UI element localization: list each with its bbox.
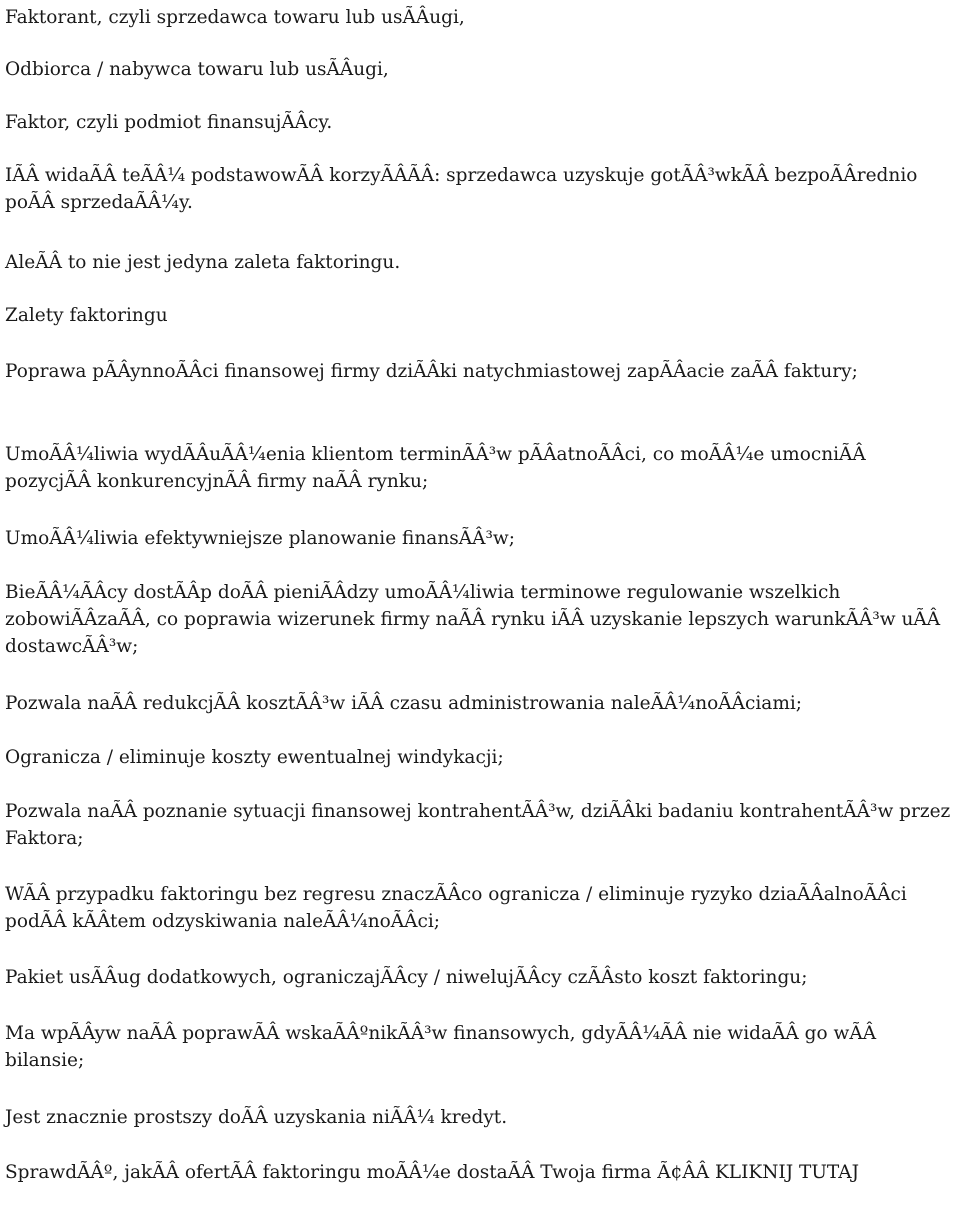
advantage-financial-ratios: Ma wpÃÂyw naÃÂ poprawÃÂ wskaÃÂºnikÃÂ³w finansowych, gdyÃÂ¼ÃÂ nie widaÃÂ go wÃÂ bilansie; [5, 1023, 877, 1071]
advantage-debt-collection: Ogranicza / eliminuje koszty ewentualnej windykacji; [5, 747, 504, 768]
advantage-extra-services: Pakiet usÃÂug dodatkowych, ograniczajÃÂcy / niwelujÃÂcy czÃÂsto koszt faktoringu; [5, 967, 808, 988]
paragraph-parties-recipient: Odbiorca / nabywca towaru lub usÃÂugi, [5, 59, 389, 80]
advantage-payment-terms: UmoÃÂ¼liwia wydÃÂuÃÂ¼enia klientom terminÃÂ³w pÃÂatnoÃÂci, co moÃÂ¼e umocniÃÂ pozycjÃÂ konkurencyjnÃÂ firmy naÃÂ rynku; [5, 444, 866, 492]
paragraph-parties-factorant: Faktorant, czyli sprzedawca towaru lub usÃÂugi, [5, 7, 465, 28]
paragraph-not-only-advantage: AleÃÂ to nie jest jedyna zaleta faktoringu. [5, 252, 401, 273]
advantage-risk-elimination: WÃÂ przypadku faktoringu bez regresu znaczÃÂco ogranicza / eliminuje ryzyko dziaÃÂalnoÃÂci podÃÂ kÃÂtem odzyskiwania naleÃÂ¼noÃÂci; [5, 884, 907, 932]
advantage-contractor-insight: Pozwala naÃÂ poznanie sytuacji finansowej kontrahentÃÂ³w, dziÃÂki badaniu kontrahentÃÂ³w przez Faktora; [5, 801, 951, 849]
paragraph-basic-benefit: IÃÂ widaÃÂ teÃÂ¼ podstawowÃÂ korzyÃÂÃÂ: sprzedawca uzyskuje gotÃÂ³wkÃÂ bezpoÃÂrednio poÃÂ sprzedaÃÂ¼y. [5, 165, 918, 213]
advantage-planning: UmoÃÂ¼liwia efektywniejsze planowanie finansÃÂ³w; [5, 528, 515, 549]
paragraph-parties-factor: Faktor, czyli podmiot finansujÃÂcy. [5, 112, 333, 133]
advantage-cash-access: BieÃÂ¼ÃÂcy dostÃÂp doÃÂ pieniÃÂdzy umoÃÂ¼liwia terminowe regulowanie wszelkich zobowiÃÂzaÃÂ, co poprawia wizerunek firmy naÃÂ rynku iÃÂ uzyskanie lepszych warunkÃÂ³w uÃÂ dostawcÃÂ³w; [5, 582, 941, 657]
cta-check-offer[interactable]: SprawdÃÂº, jakÃÂ ofertÃÂ faktoringu moÃÂ¼e dostaÃÂ Twoja firma Ã¢ÂÂ KLIKNIJ TUTAJ [5, 1162, 860, 1183]
advantage-simpler-than-credit: Jest znacznie prostszy doÃÂ uzyskania niÃÂ¼ kredyt. [5, 1107, 508, 1128]
section-heading-advantages: Zalety faktoringu [5, 305, 168, 326]
advantage-cost-reduction: Pozwala naÃÂ redukcjÃÂ kosztÃÂ³w iÃÂ czasu administrowania naleÃÂ¼noÃÂciami; [5, 693, 803, 714]
advantage-liquidity: Poprawa pÃÂynnoÃÂci finansowej firmy dziÃÂki natychmiastowej zapÃÂacie zaÃÂ faktury; [5, 361, 858, 382]
